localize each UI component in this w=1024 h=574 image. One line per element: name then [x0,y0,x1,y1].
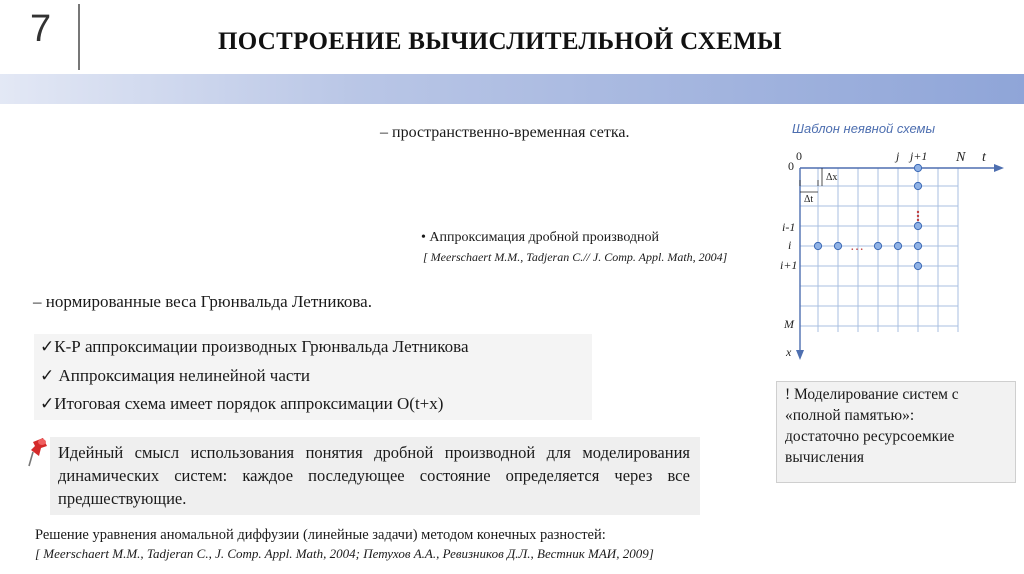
t-axis-arrow [994,164,1004,172]
stencil-node [894,242,901,249]
stencil-dt-label: Δt [804,194,814,205]
note-line: ! Моделирование систем с [785,386,959,403]
note-line: «полной памятью»: [785,407,915,424]
approximation-title: • Аппроксимация дробной производной [421,230,660,245]
header-band [0,74,1024,104]
checklist-box [34,334,592,420]
x-axis-arrow [796,350,804,360]
stencil-x-label: x [786,345,792,359]
stencil-node [914,164,921,171]
stencil-zero-x-label: 0 [796,149,802,163]
stencil-column-dots [917,211,919,221]
stencil-node [874,242,881,249]
page-title: ПОСТРОЕНИЕ ВЫЧИСЛИТЕЛЬНОЙ СХЕМЫ [218,28,782,55]
weights-description: – нормированные веса Грюнвальда Летникова. [33,292,372,311]
stencil-m-label: M [784,317,794,331]
note-line: достаточно ресурсоемкие [785,428,955,445]
stencil-j-plus-label: j+1 [910,149,928,163]
idea-box [50,437,700,515]
idea-text: Идейный смысл использования понятия дробной производной для моделирования динамических систем: каждое последующее состояние определяется через все предшествующие. [58,443,690,508]
stencil-grid [800,168,958,332]
stencil-j-label: j [896,149,900,163]
implicit-scheme-stencil [772,140,1008,362]
stencil-n-label: N [956,150,966,165]
solution-text: Решение уравнения аномальной диффузии (линейные задачи) методом конечных разностей: [35,527,606,543]
pushpin-icon [27,436,49,470]
stencil-node [834,242,841,249]
grid-description: – пространственно-временная сетка. [380,124,630,141]
stencil-node [914,222,921,229]
stencil-zero-label: 0 [788,159,794,173]
stencil-node [914,182,921,189]
stencil-node [814,242,821,249]
stencil-t-label: t [982,150,986,165]
stencil-node [914,262,921,269]
stencil-i-label: i [788,238,792,252]
stencil-dx-label: Δx [826,172,838,183]
header-divider [78,4,80,70]
checklist-item: ✓Итоговая схема имеет порядок аппроксимации O(t+x) [40,394,444,413]
stencil-row-dots: … [850,239,864,254]
stencil-label: Шаблон неявной схемы [792,121,936,136]
stencil-i-plus-label: i+1 [780,258,798,272]
stencil-i-minus-label: i-1 [782,220,796,234]
checklist-item: ✓ Аппроксимация нелинейной части [40,366,310,385]
checklist-item: ✓К-Р аппроксимации производных Грюнвальда Летникова [40,337,469,356]
memory-note-box [776,381,1016,483]
solution-reference: [ Meerschaert M.M., Tadjeran C., J. Comp. Appl. Math, 2004; Петухов А.А., Ревизников Д.Л., Вестник МАИ, 2009] [35,546,654,561]
note-line: вычисления [785,449,865,466]
stencil-node [914,242,921,249]
approximation-reference: [ Meerschaert M.M., Tadjeran C.// J. Comp. Appl. Math, 2004] [423,250,728,264]
slide-number: 7 [30,8,52,50]
